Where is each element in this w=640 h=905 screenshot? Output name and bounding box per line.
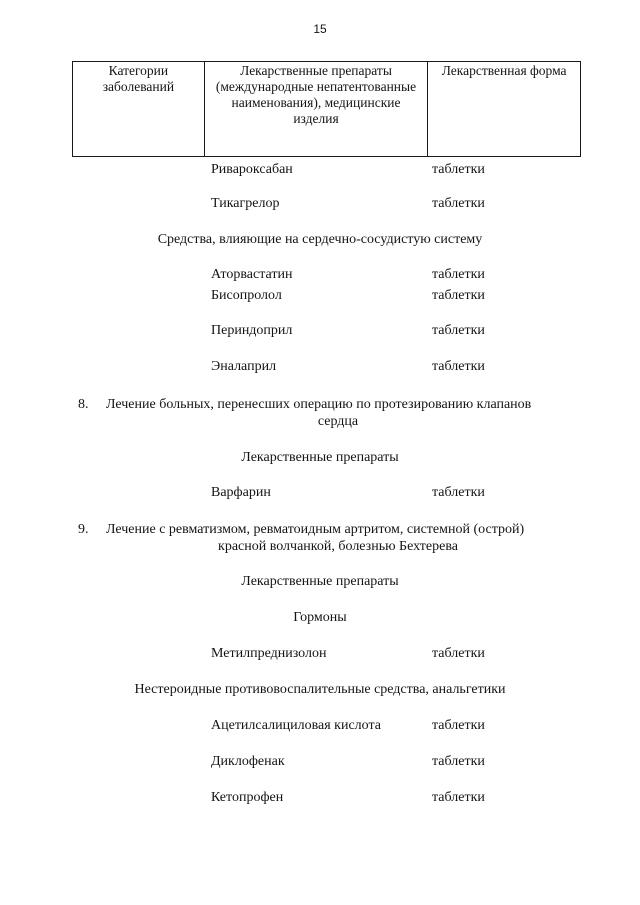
drug-name: Эналаприл: [211, 359, 277, 374]
group-heading-hormones: Гормоны: [293, 610, 347, 625]
drug-form: таблетки: [432, 646, 485, 661]
drug-row: [0, 754, 640, 772]
header-drugs: Лекарственные препараты (международные непатентованные наименования), медицинские изделия: [204, 62, 427, 157]
drug-name: Ацетилсалициловая кислота: [211, 718, 381, 733]
drug-name: Аторвастатин: [211, 267, 293, 282]
table-header: [72, 61, 581, 157]
subheading-drugs: Лекарственные препараты: [241, 450, 399, 465]
section-9-heading: [78, 521, 578, 555]
drug-row: [0, 646, 640, 664]
section-title-line: Лечение больных, перенесших операцию по протезированию клапанов: [106, 397, 532, 412]
drug-row: [0, 790, 640, 808]
drug-name: Варфарин: [211, 485, 271, 500]
section-number: 8.: [78, 397, 89, 412]
subheading-drugs: Лекарственные препараты: [241, 574, 399, 589]
drug-form: таблетки: [432, 323, 485, 338]
drug-name: Диклофенак: [211, 754, 285, 769]
drug-row: [0, 196, 640, 214]
header-dosage-form: Лекарственная форма: [428, 62, 581, 157]
drug-row: [0, 485, 640, 503]
drug-form: таблетки: [432, 754, 485, 769]
drug-name: Ривароксабан: [211, 162, 293, 177]
drug-form: таблетки: [432, 162, 485, 177]
drug-row: [0, 718, 640, 736]
section-title-line: сердца: [317, 414, 359, 429]
drug-row: [0, 359, 640, 377]
section-title-line: Лечение с ревматизмом, ревматоидным артритом, системной (острой): [106, 522, 525, 537]
section-number: 9.: [78, 522, 89, 537]
drug-row: [0, 162, 640, 180]
drug-row: [0, 267, 640, 285]
drug-form: таблетки: [432, 485, 485, 500]
drug-name: Кетопрофен: [211, 790, 284, 805]
group-heading-nsaid: Нестероидные противовоспалительные средства, анальгетики: [134, 682, 506, 697]
drug-name: Метилпреднизолон: [211, 646, 327, 661]
header-categories: Категории заболеваний: [73, 62, 205, 157]
drug-form: таблетки: [432, 718, 485, 733]
drug-name: Тикагрелор: [211, 196, 280, 211]
drug-form: таблетки: [432, 359, 485, 374]
section-8-heading: [78, 396, 578, 430]
drug-name: Периндоприл: [211, 323, 293, 338]
drug-row: [0, 323, 640, 341]
drug-name: Бисопролол: [211, 288, 282, 303]
section-title-line: красной волчанкой, болезнью Бехтерева: [218, 539, 458, 554]
group-heading-cardio: Средства, влияющие на сердечно-сосудистую систему: [157, 232, 483, 247]
table-header-row: [73, 62, 581, 157]
drug-form: таблетки: [432, 790, 485, 805]
drug-form: таблетки: [432, 288, 485, 303]
drug-form: таблетки: [432, 267, 485, 282]
drug-row: [0, 288, 640, 306]
drug-form: таблетки: [432, 196, 485, 211]
page-number: 15: [313, 22, 327, 36]
